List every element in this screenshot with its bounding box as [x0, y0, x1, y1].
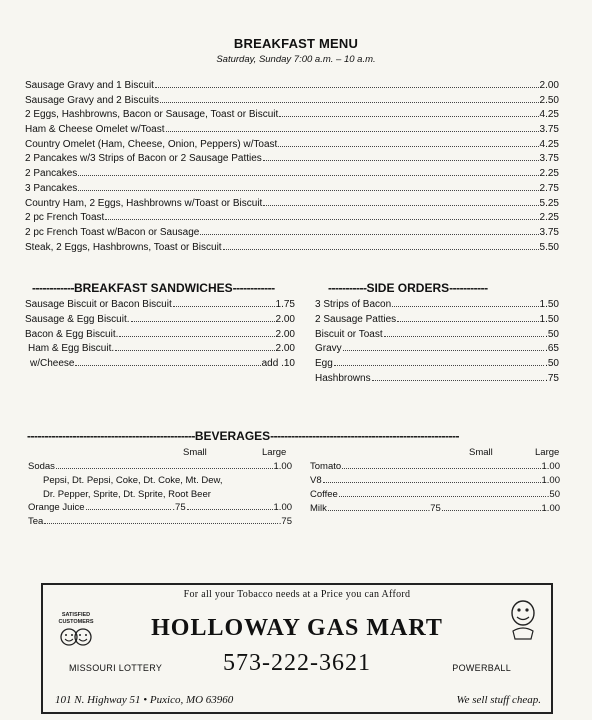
sides-heading — [328, 281, 488, 295]
dot-leader — [173, 305, 275, 307]
dot-leader — [334, 364, 544, 366]
ad-tagline: For all your Tobacco needs at a Price you can Afford — [183, 589, 411, 600]
dot-leader — [339, 495, 546, 497]
item-name: 3 Strips of Bacon — [315, 299, 392, 310]
sandwiches-heading — [32, 281, 275, 295]
item-name: Bacon & Egg Biscuit. — [25, 328, 119, 340]
heading-dashes: ------------------------------------------------ — [27, 429, 195, 443]
item-price: .75 — [545, 372, 559, 384]
dot-leader — [223, 248, 539, 250]
dot-leader — [160, 101, 539, 103]
small-col-label: Small — [469, 447, 493, 458]
menu-item — [25, 226, 559, 241]
menu-item — [25, 182, 559, 197]
item-price-small: .75 — [172, 502, 186, 513]
item-name: Steak, 2 Eggs, Hashbrowns, Toast or Biscuit — [25, 241, 222, 253]
dot-leader — [392, 305, 538, 307]
item-name: 3 Pancakes — [25, 182, 78, 194]
dot-leader — [105, 218, 538, 220]
store-address: 101 N. Highway 51 • Puxico, MO 63960 — [55, 694, 234, 706]
menu-item — [25, 241, 559, 256]
item-name: 2 Sausage Patties — [315, 313, 397, 325]
store-name: HOLLOWAY GAS MART — [151, 615, 443, 641]
item-name: Sausage & Egg Biscuit. — [25, 313, 130, 325]
item-price: 2.25 — [539, 212, 559, 224]
dot-leader — [44, 522, 277, 524]
item-price-small: .75 — [427, 503, 441, 514]
dot-leader — [78, 174, 538, 176]
item-name: Orange Juice — [28, 502, 85, 513]
dot-leader — [200, 233, 538, 235]
item-name: 2 Pancakes w/3 Strips of Bacon or 2 Sausage Patties — [25, 153, 262, 165]
soda-list-line: Dr. Pepper, Sprite, Dt. Sprite, Root Beer — [43, 488, 211, 500]
item-price: 1.00 — [541, 475, 560, 486]
item-price: add .10 — [261, 358, 295, 370]
breakfast-list — [25, 79, 559, 255]
large-col-label: Large — [262, 447, 287, 458]
item-price: 2.00 — [539, 80, 559, 91]
item-price: 1.75 — [275, 299, 295, 310]
menu-item — [25, 313, 295, 328]
item-price: 1.50 — [539, 299, 559, 310]
page-title: BREAKFAST MENU — [233, 36, 359, 51]
heading-dashes: ------------ — [232, 281, 275, 295]
menu-item — [25, 138, 559, 153]
menu-item — [315, 372, 559, 387]
item-name: Gravy — [315, 343, 342, 355]
item-name: Sausage Biscuit or Bacon Biscuit — [25, 299, 172, 310]
heading-dashes: ------------------------------------------------------ — [270, 429, 459, 443]
menu-item — [25, 152, 559, 167]
menu-item — [25, 342, 295, 357]
beverages-right — [310, 460, 560, 516]
item-name: w/Cheese — [30, 358, 75, 370]
menu-item — [25, 167, 559, 182]
item-price: 4.25 — [539, 109, 559, 121]
menu-item — [315, 342, 559, 357]
item-name: Coffee — [310, 489, 338, 500]
item-name: Milk — [310, 503, 327, 514]
item-name: Egg — [315, 358, 333, 370]
menu-item — [315, 313, 559, 328]
beverage-item — [310, 502, 560, 516]
dot-leader — [372, 379, 545, 381]
beverage-item — [310, 488, 560, 502]
item-price: 5.25 — [539, 197, 559, 209]
beverage-item — [310, 474, 560, 488]
beverages-left — [28, 460, 292, 529]
dot-leader — [323, 481, 541, 483]
soda-list-line: Pepsi, Dt. Pepsi, Coke, Dt. Coke, Mt. Dew, — [43, 475, 223, 486]
dot-leader — [442, 509, 541, 511]
dot-leader — [166, 130, 539, 132]
item-name: Ham & Egg Biscuit. — [28, 343, 115, 355]
dot-leader — [397, 320, 538, 322]
beverage-item — [28, 515, 292, 529]
dot-leader — [384, 335, 544, 337]
item-price: 1.00 — [541, 461, 560, 472]
item-price: .50 — [545, 358, 559, 370]
menu-item — [315, 298, 559, 313]
item-name: Country Omelet (Ham, Cheese, Onion, Peppers) w/Toast — [25, 138, 278, 150]
menu-item — [315, 328, 559, 343]
dot-leader — [343, 349, 544, 351]
item-price: .50 — [546, 489, 560, 500]
item-price: 2.25 — [539, 168, 559, 180]
menu-item — [25, 108, 559, 123]
item-name: 2 Pancakes — [25, 168, 78, 180]
menu-item — [25, 211, 559, 226]
item-price: 3.75 — [539, 124, 559, 136]
item-name: Biscuit or Toast — [315, 328, 383, 340]
hours-subtitle: Saturday, Sunday 7:00 a.m. – 10 a.m. — [216, 54, 376, 65]
dot-leader — [187, 508, 273, 510]
store-slogan: We sell stuff cheap. — [456, 694, 541, 706]
dot-leader — [119, 335, 274, 337]
dot-leader — [75, 364, 260, 366]
item-name: Country Ham, 2 Eggs, Hashbrowns w/Toast or Biscuit — [25, 197, 263, 209]
item-name: Ham & Cheese Omelet w/Toast — [25, 124, 165, 136]
advertisement-box — [41, 583, 553, 714]
item-price: 5.50 — [539, 241, 559, 253]
menu-item — [25, 79, 559, 94]
dot-leader — [263, 159, 539, 161]
menu-item — [25, 298, 295, 313]
large-col-label: Large — [535, 447, 560, 458]
item-name: Tomato — [310, 461, 342, 472]
item-price: 2.00 — [275, 343, 295, 355]
item-price: 1.50 — [539, 313, 559, 325]
item-name: 2 pc French Toast w/Bacon or Sausage — [25, 226, 200, 238]
item-price: 2.50 — [539, 94, 559, 106]
item-name: Hashbrowns — [315, 372, 371, 384]
dot-leader — [78, 189, 538, 191]
item-price-large: 1.00 — [273, 502, 293, 513]
beverage-item — [28, 501, 292, 515]
powerball-label: POWERBALL — [452, 663, 511, 673]
item-name: 2 pc French Toast — [25, 212, 105, 224]
menu-item — [315, 357, 559, 372]
dot-leader — [155, 86, 539, 88]
dot-leader — [131, 320, 275, 322]
store-phone: 573-222-3621 — [223, 650, 371, 676]
svg-text:SATISFIED: SATISFIED — [61, 612, 91, 618]
item-price-large: 1.00 — [541, 503, 561, 514]
menu-item — [25, 357, 295, 372]
small-col-label: Small — [183, 447, 207, 458]
menu-item — [25, 197, 559, 212]
item-price: 2.00 — [275, 313, 295, 325]
menu-item — [25, 123, 559, 138]
item-price: .50 — [545, 328, 559, 340]
item-name: Sodas — [28, 461, 55, 472]
sandwiches-list — [25, 298, 295, 372]
sandwiches-heading-text: BREAKFAST SANDWICHES — [73, 281, 233, 295]
beverages-heading-text: BEVERAGES — [194, 429, 271, 443]
svg-text:CUSTOMERS: CUSTOMERS — [58, 619, 94, 625]
missouri-lottery-label: MISSOURI LOTTERY — [69, 663, 163, 673]
heading-dashes: ----------- — [449, 281, 488, 295]
dot-leader — [328, 509, 427, 511]
dot-leader — [115, 349, 274, 351]
item-name: V8 — [310, 475, 322, 486]
dot-leader — [263, 204, 538, 206]
item-price: 2.00 — [275, 328, 295, 340]
item-price: 4.25 — [539, 138, 559, 150]
sides-list — [315, 298, 559, 387]
item-price: 2.75 — [539, 182, 559, 194]
mascot-logo-icon — [505, 597, 541, 641]
dot-leader — [278, 145, 538, 147]
heading-dashes: ------------ — [32, 281, 74, 295]
dot-leader — [279, 115, 538, 117]
item-name: Sausage Gravy and 1 Biscuit — [25, 80, 154, 91]
dot-leader — [342, 467, 540, 469]
item-price: 1.00 — [273, 461, 292, 472]
sides-heading-text: SIDE ORDERS — [366, 281, 450, 295]
dot-leader — [86, 508, 172, 510]
item-price: .65 — [545, 343, 559, 355]
menu-item — [25, 94, 559, 109]
item-price: .75 — [278, 516, 292, 527]
menu-item — [25, 328, 295, 343]
item-name: 2 Eggs, Hashbrowns, Bacon or Sausage, Toast or Biscuit — [25, 109, 279, 121]
item-name: Sausage Gravy and 2 Biscuits — [25, 94, 159, 106]
dot-leader — [56, 467, 273, 469]
item-price: 3.75 — [539, 153, 559, 165]
beverage-item — [310, 460, 560, 474]
item-price: 3.75 — [539, 226, 559, 238]
item-name: Tea — [28, 516, 44, 527]
beverages-heading — [27, 429, 459, 443]
beverage-item — [28, 460, 292, 474]
heading-dashes: ----------- — [328, 281, 367, 295]
